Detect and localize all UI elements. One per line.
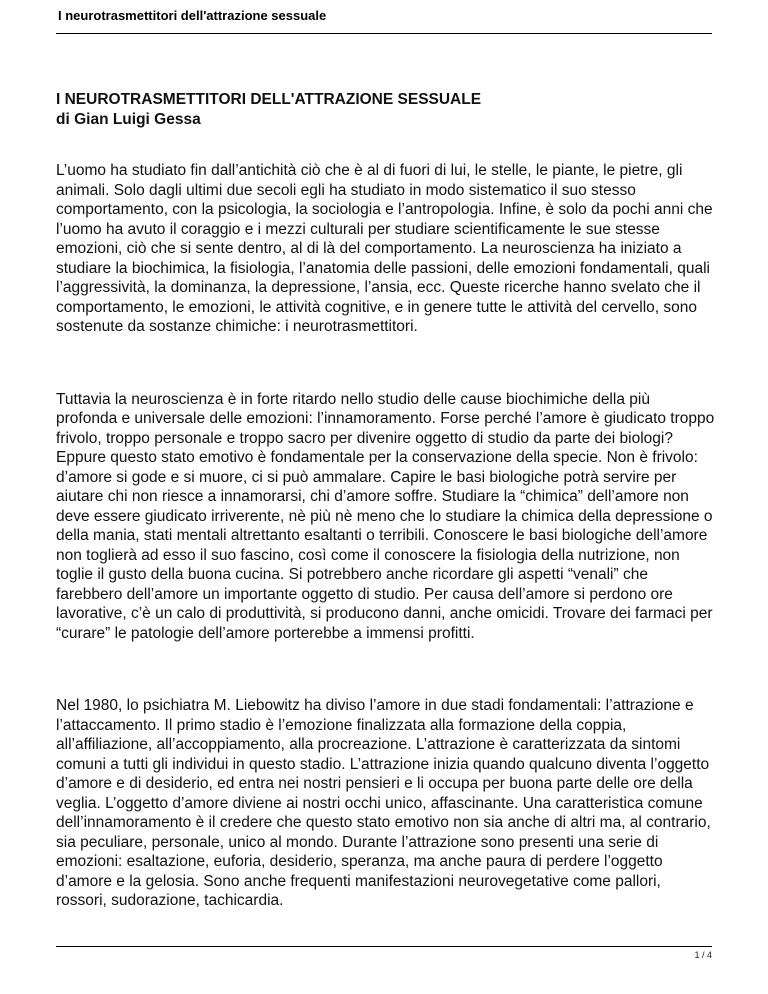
article-byline: di Gian Luigi Gessa xyxy=(56,110,201,128)
header-divider xyxy=(56,33,712,34)
page-number: 1 / 4 xyxy=(694,950,712,960)
paragraph-2: Tuttavia la neuroscienza è in forte ritardo nello studio delle cause biochimiche della più profonda e universale delle emozioni: l’innamoramento. Forse perché l’amore è giudicato troppo frivolo, troppo personale e troppo sacro per divenire oggetto di studio da parte dei biologi? Eppure questo stato emotivo è fondamentale per la conservazione della specie. Non è frivolo: d’amore si gode e si muore, ci si può ammalare. Capire le basi biologiche potrà servire per aiutare chi non riesce a innamorarsi, chi d’amore soffre. Studiare la “chimica” dell’amore non deve essere giudicato irriverente, nè più nè meno che lo studiare la chimica della depressione o della mania, stati mentali altrettanto esaltanti o terribili. Conoscere le basi biologiche dell’amore non toglierà ad esso il suo fascino, così come il conoscere la fisiologia della nutrizione, non toglie il gusto della buona cucina. Si potrebbero anche ricordare gli aspetti “venali” che farebbero dell’amore un importante oggetto di studio. Per causa dell’amore si perdono ore lavorative, c’è un calo di produttività, si producono danni, anche omicidi. Trovare dei farmaci per “curare” le patologie dell’amore porterebbe a immensi profitti. xyxy=(56,390,715,642)
running-header-title: I neurotrasmettitori dell'attrazione sessuale xyxy=(58,8,327,23)
paragraph-3: Nel 1980, lo psichiatra M. Liebowitz ha diviso l’amore in due stadi fondamentali: l’attrazione e l’attaccamento. Il primo stadio è l’emozione finalizzata alla formazione della coppia, all’affiliazione, all’accoppiamento, alla procreazione. L’attrazione è caratterizzata da sintomi comuni a tutti gli individui in questo stadio. L’attrazione inizia quando qualcuno diventa l’oggetto d’amore e di desiderio, ed entra nei nostri pensieri e li occupa per buona parte delle ore della veglia. L’oggetto d’amore diviene ai nostri occhi unico, affascinante. Una caratteristica comune dell’innamoramento è il credere che questo stato emotivo non sia anche di altri ma, al contrario, sia peculiare, personale, unico al mondo. Durante l’attrazione sono presenti una serie di emozioni: esaltazione, euforia, desiderio, speranza, ma anche paura di perdere l’oggetto d’amore e la gelosia. Sono anche frequenti manifestazioni neurovegetative come pallori, rossori, sudorazione, tachicardia. xyxy=(56,697,711,909)
article-title: I NEUROTRASMETTITORI DELL'ATTRAZIONE SESSUALE xyxy=(56,91,482,108)
paragraph-1: L’uomo ha studiato fin dall’antichità ciò che è al di fuori di lui, le stelle, le piante, le pietre, gli animali. Solo dagli ultimi due secoli egli ha studiato in modo sistematico il suo stesso comportamento, con la psicologia, la sociologia e l’antropologia. Infine, è solo da pochi anni che l’uomo ha avuto il coraggio e i mezzi culturali per studiare scientificamente le sue stesse emozioni, ciò che si sente dentro, al di là del comportamento. La neuroscienza ha iniziato a studiare la biochimica, la fisiologia, l’anatomia delle passioni, delle emozioni fondamentali, quali l’aggressività, la dominanza, la depressione, l’ansia, ecc. Queste ricerche hanno svelato che il comportamento, le emozioni, le attività cognitive, e in genere tutte le attività del cervello, sono sostenute da sostanze chimiche: i neurotrasmettitori. xyxy=(56,162,713,335)
footer-divider xyxy=(56,946,712,947)
article-body xyxy=(56,90,716,911)
article-heading xyxy=(56,90,716,129)
